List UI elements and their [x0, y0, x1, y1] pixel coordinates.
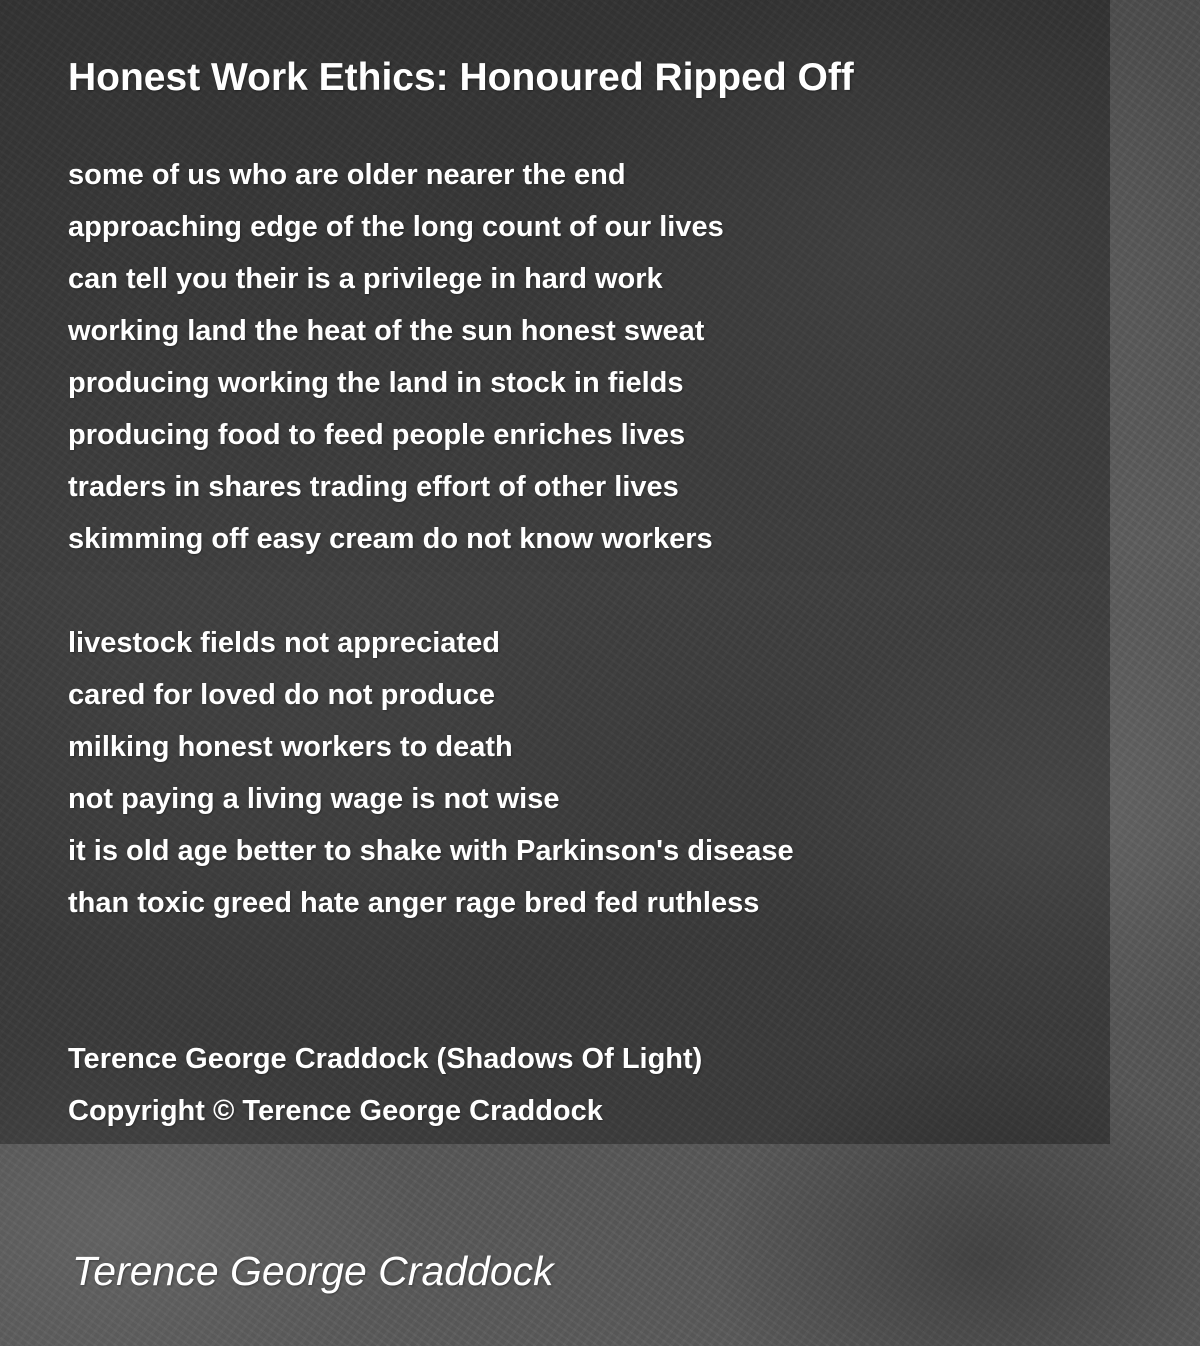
poem-line: than toxic greed hate anger rage bred fed ruthless — [68, 887, 760, 919]
poem-line: cared for loved do not produce — [68, 679, 495, 711]
poem-stanza-2 — [68, 617, 794, 929]
author-credit: Terence George Craddock (Shadows Of Light) — [68, 1043, 703, 1075]
poem-title: Honest Work Ethics: Honoured Ripped Off — [68, 56, 854, 99]
poem-line: milking honest workers to death — [68, 731, 513, 763]
poem-line: can tell you their is a privilege in hard work — [68, 263, 663, 295]
poem-attribution — [68, 1033, 702, 1137]
poem-line: working land the heat of the sun honest sweat — [68, 315, 705, 347]
poem-line: approaching edge of the long count of our lives — [68, 211, 724, 243]
poem-line: it is old age better to shake with Parkinson's disease — [68, 835, 794, 867]
poem-line: traders in shares trading effort of other lives — [68, 471, 679, 503]
poem-line: not paying a living wage is not wise — [68, 783, 560, 815]
poem-stanza-1 — [68, 149, 724, 565]
poem-line: producing working the land in stock in fields — [68, 367, 684, 399]
poem-line: livestock fields not appreciated — [68, 627, 500, 659]
copyright-notice: Copyright © Terence George Craddock — [68, 1095, 603, 1127]
poem-line: some of us who are older nearer the end — [68, 159, 626, 191]
poem-line: producing food to feed people enriches lives — [68, 419, 686, 451]
poem-line: skimming off easy cream do not know workers — [68, 523, 713, 555]
footer-author-name: Terence George Craddock — [72, 1248, 554, 1294]
